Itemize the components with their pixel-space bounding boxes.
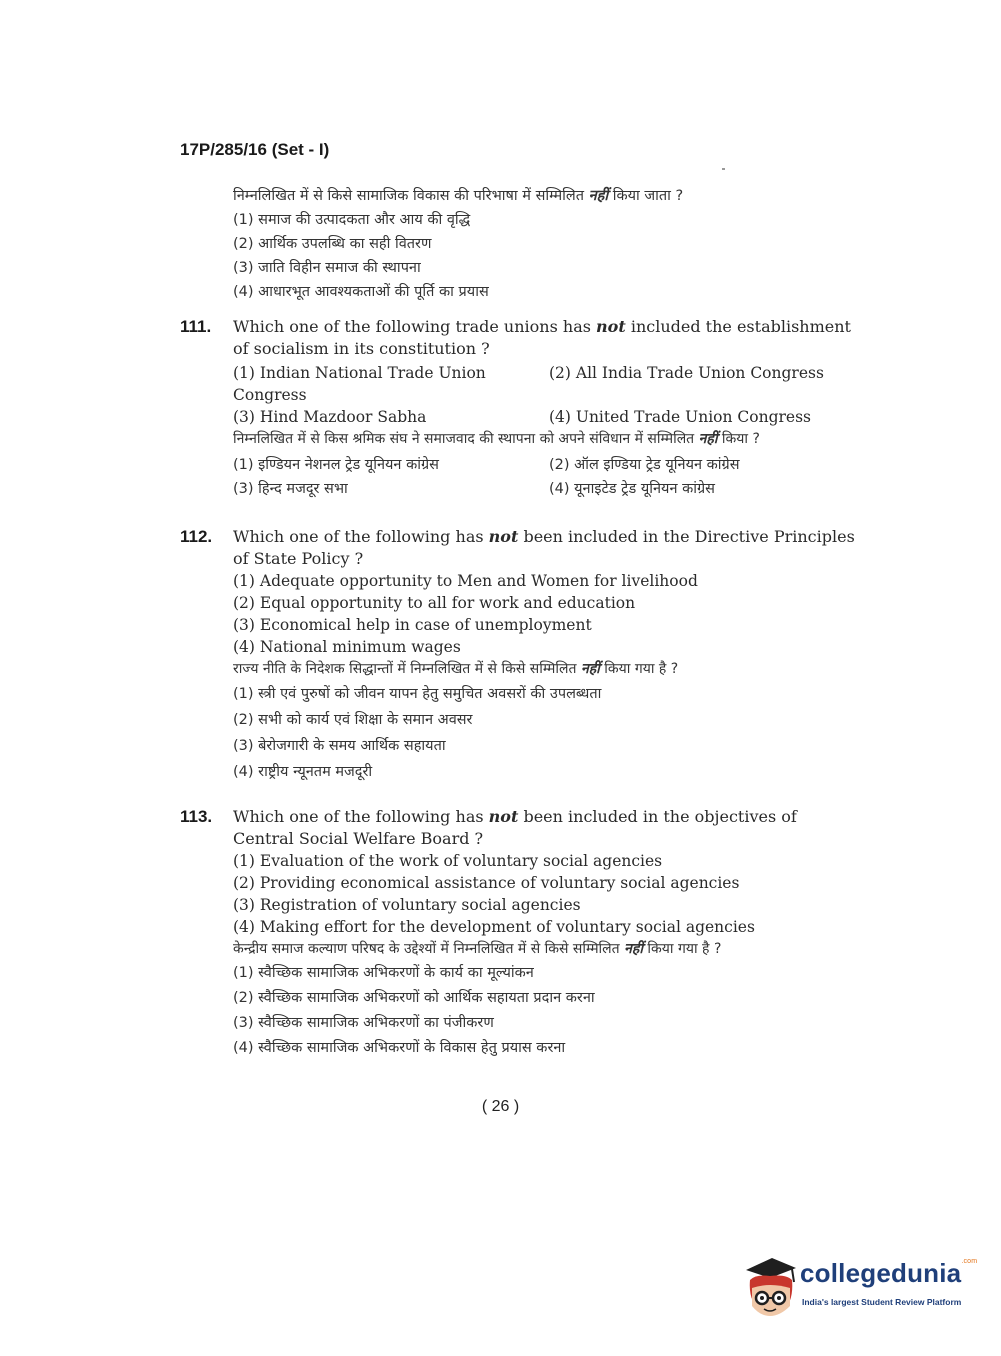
q110-hindi-option: (4) आधारभूत आवश्यकताओं की पूर्ति का प्रयास [233, 284, 489, 300]
question-number: 112. [180, 527, 213, 546]
logo-tagline: India's largest Student Review Platform [802, 1297, 962, 1307]
q110-hindi-question: निम्नलिखित में से किसे सामाजिक विकास की परिभाषा में सम्मिलित नहीं किया जाता ? [233, 188, 684, 204]
q110-hindi-option: (2) आर्थिक उपलब्धि का सही वितरण [233, 236, 432, 252]
q112-hindi-option-2: (2) सभी को कार्य एवं शिक्षा के समान अवसर [233, 712, 473, 728]
q110-hindi-option: (3) जाति विहीन समाज की स्थापना [233, 260, 421, 276]
q112-hindi-option-1: (1) स्त्री एवं पुरुषों को जीवन यापन हेतु समुचित अवसरों की उपलब्धता [233, 686, 602, 702]
q111-hindi-option-4: (4) यूनाइटेड ट्रेड यूनियन कांग्रेस [549, 481, 715, 497]
q110-hindi-block [180, 184, 860, 304]
q112-hindi-question: राज्य नीति के निदेशक सिद्धान्तों में निम्नलिखित में से किसे सम्मिलित नहीं किया गया है ? [233, 661, 679, 677]
q113-hindi-option-4: (4) स्वैच्छिक सामाजिक अभिकरणों के विकास हेतु प्रयास करना [233, 1040, 566, 1056]
q111-hindi-option-1: (1) इण्डियन नेशनल ट्रेड यूनियन कांग्रेस [233, 457, 439, 473]
q112-option-3: (3) Economical help in case of unemployment [233, 616, 592, 634]
collegedunia-logo [742, 1254, 978, 1324]
paper-code: 17P/285/16 (Set - I) [180, 140, 330, 159]
question-111 [180, 316, 860, 501]
q112-option-1: (1) Adequate opportunity to Men and Women for livelihood [233, 572, 698, 590]
q112-hindi-option-3: (3) बेरोजगारी के समय आर्थिक सहायता [233, 738, 446, 754]
page-number: ( 26 ) [481, 1098, 520, 1115]
q111-option-1: (1) Indian National Trade Union Congress [233, 364, 486, 404]
q111-option-2: (2) All India Trade Union Congress [549, 364, 824, 382]
q113-question: Which one of the following has not been included in the objectives of Central Social Welfare Board ? [233, 807, 797, 848]
q111-hindi-question: निम्नलिखित में से किस श्रमिक संघ ने समाजवाद की स्थापना को अपने संविधान में सम्मिलित नहीं किया ? [233, 431, 760, 447]
q112-question: Which one of the following has not been included in the Directive Principles of State Policy ? [233, 527, 855, 568]
q113-hindi-question: केन्द्रीय समाज कल्याण परिषद के उद्देश्यों में निम्नलिखित में से किसे सम्मिलित नहीं किया गया है ? [233, 941, 722, 957]
q112-option-4: (4) National minimum wages [233, 638, 461, 656]
q113-option-3: (3) Registration of voluntary social agencies [233, 896, 581, 914]
question-112 [180, 526, 860, 785]
q110-hindi-option: (1) समाज की उत्पादकता और आय की वृद्धि [233, 212, 471, 228]
q111-hindi-option-3: (3) हिन्द मजदूर सभा [233, 481, 348, 497]
scan-speck [722, 168, 725, 170]
q112-hindi-option-4: (4) राष्ट्रीय न्यूनतम मजदूरी [233, 764, 373, 780]
q111-option-4: (4) United Trade Union Congress [549, 408, 811, 426]
q112-option-2: (2) Equal opportunity to all for work and education [233, 594, 636, 612]
q113-hindi-option-2: (2) स्वैच्छिक सामाजिक अभिकरणों को आर्थिक सहायता प्रदान करना [233, 990, 595, 1006]
question-number: 113. [180, 807, 213, 826]
q111-question: Which one of the following trade unions has not included the establishment of socialism in its constitution ? [233, 317, 851, 358]
q113-option-1: (1) Evaluation of the work of voluntary social agencies [233, 852, 663, 870]
q113-option-4: (4) Making effort for the development of voluntary social agencies [233, 918, 755, 936]
q111-option-3: (3) Hind Mazdoor Sabha [233, 408, 427, 426]
q113-option-2: (2) Providing economical assistance of voluntary social agencies [233, 874, 740, 892]
mascot-icon [742, 1254, 798, 1320]
question-113 [180, 806, 860, 1061]
q111-hindi-option-2: (2) ऑल इण्डिया ट्रेड यूनियन कांग्रेस [549, 457, 740, 473]
logo-wordmark: collegedunia$^{.com}$ [800, 1258, 978, 1288]
question-number: 111. [180, 317, 212, 336]
q113-hindi-option-3: (3) स्वैच्छिक सामाजिक अभिकरणों का पंजीकरण [233, 1015, 494, 1031]
q113-hindi-option-1: (1) स्वैच्छिक सामाजिक अभिकरणों के कार्य का मूल्यांकन [233, 965, 534, 981]
